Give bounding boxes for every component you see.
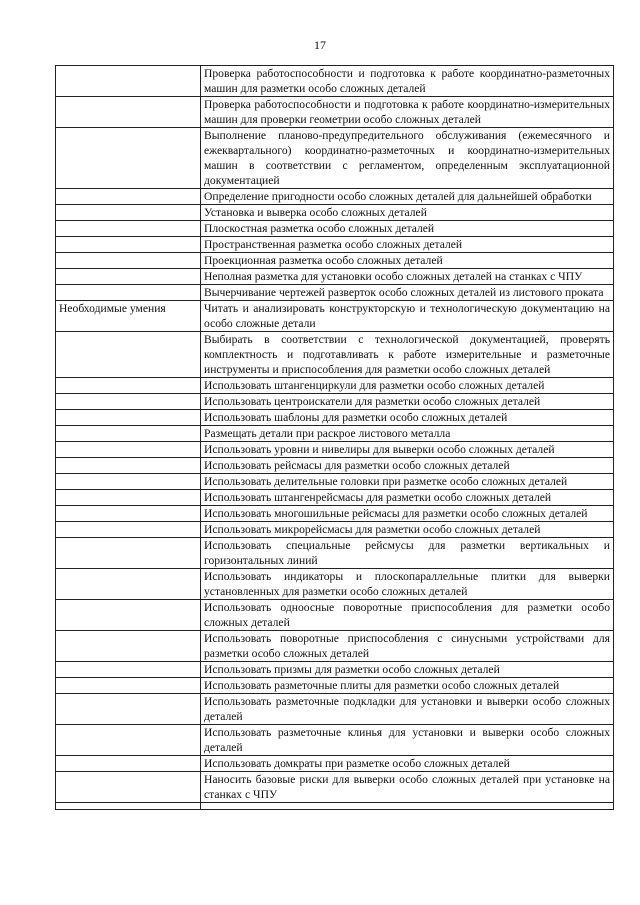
table-row bbox=[56, 506, 614, 522]
table-row bbox=[56, 600, 614, 631]
table-row bbox=[56, 205, 614, 221]
row-text-cell: Использовать центроискатели для разметки особо сложных деталей bbox=[201, 394, 614, 410]
row-label-cell bbox=[56, 66, 201, 97]
page-number: 17 bbox=[314, 38, 326, 52]
table-row bbox=[56, 662, 614, 678]
row-text-cell: Использовать уровни и нивелиры для выверки особо сложных деталей bbox=[201, 442, 614, 458]
table-row bbox=[56, 378, 614, 394]
table-row bbox=[56, 538, 614, 569]
row-label-cell bbox=[56, 189, 201, 205]
row-text-cell: Использовать специальные рейсмусы для разметки вертикальных и горизонтальных линий bbox=[201, 538, 614, 569]
table-row bbox=[56, 394, 614, 410]
row-label-cell bbox=[56, 694, 201, 725]
row-text-cell: Использовать домкраты при разметке особо сложных деталей bbox=[201, 756, 614, 772]
row-label-cell bbox=[56, 269, 201, 285]
row-text-cell: Неполная разметка для установки особо сложных деталей на станках с ЧПУ bbox=[201, 269, 614, 285]
row-label-cell bbox=[56, 725, 201, 756]
row-text-cell bbox=[201, 803, 614, 810]
row-label-cell bbox=[56, 410, 201, 426]
table-row bbox=[56, 631, 614, 662]
row-label-cell bbox=[56, 128, 201, 189]
row-text-cell: Использовать микрорейсмасы для разметки особо сложных деталей bbox=[201, 522, 614, 538]
row-label-cell bbox=[56, 205, 201, 221]
row-label-cell bbox=[56, 426, 201, 442]
row-label-cell bbox=[56, 631, 201, 662]
row-text-cell: Вычерчивание чертежей разверток особо сложных деталей из листового проката bbox=[201, 285, 614, 301]
row-text-cell: Использовать штангенрейсмасы для разметки особо сложных деталей bbox=[201, 490, 614, 506]
table-row bbox=[56, 756, 614, 772]
table-row bbox=[56, 269, 614, 285]
table-row bbox=[56, 426, 614, 442]
row-label-cell bbox=[56, 600, 201, 631]
row-text-cell: Плоскостная разметка особо сложных деталей bbox=[201, 221, 614, 237]
row-text-cell: Использовать разметочные плиты для разметки особо сложных деталей bbox=[201, 678, 614, 694]
table-row bbox=[56, 442, 614, 458]
row-text-cell: Использовать многошильные рейсмасы для разметки особо сложных деталей bbox=[201, 506, 614, 522]
row-label-cell bbox=[56, 442, 201, 458]
table-row bbox=[56, 285, 614, 301]
row-label-cell bbox=[56, 662, 201, 678]
table-row bbox=[56, 490, 614, 506]
table-row bbox=[56, 694, 614, 725]
row-text-cell: Использовать индикаторы и плоскопараллельные плитки для выверки установленных для разметки особо сложных деталей bbox=[201, 569, 614, 600]
row-label-cell bbox=[56, 458, 201, 474]
table-row bbox=[56, 458, 614, 474]
row-text-cell: Выбирать в соответствии с технологической документацией, проверять комплектность и подготавливать к работе измерительные и разметочные инструменты и приспособления для разметки особо сложных деталей bbox=[201, 332, 614, 378]
row-text-cell: Выполнение планово-предупредительного обслуживания (ежемесячного и ежеквартального) координатно-разметочных и координатно-измерительных машин в соответствии с регламентом, определенным эксплуатационной документацией bbox=[201, 128, 614, 189]
row-text-cell: Использовать делительные головки при разметке особо сложных деталей bbox=[201, 474, 614, 490]
row-text-cell: Использовать поворотные приспособления с синусными устройствами для разметки особо сложных деталей bbox=[201, 631, 614, 662]
table-row bbox=[56, 97, 614, 128]
table-row bbox=[56, 569, 614, 600]
table-row bbox=[56, 410, 614, 426]
row-text-cell: Использовать призмы для разметки особо сложных деталей bbox=[201, 662, 614, 678]
table-row bbox=[56, 237, 614, 253]
row-label-cell bbox=[56, 237, 201, 253]
row-text-cell: Проверка работоспособности и подготовка к работе координатно-измерительных машин для проверки геометрии особо сложных деталей bbox=[201, 97, 614, 128]
row-label-cell bbox=[56, 522, 201, 538]
row-label-cell bbox=[56, 506, 201, 522]
row-label-cell bbox=[56, 221, 201, 237]
row-label-cell bbox=[56, 803, 201, 810]
row-text-cell: Использовать разметочные клинья для установки и выверки особо сложных деталей bbox=[201, 725, 614, 756]
table-row bbox=[56, 772, 614, 803]
row-text-cell: Использовать штангенциркули для разметки особо сложных деталей bbox=[201, 378, 614, 394]
row-label-cell bbox=[56, 285, 201, 301]
row-text-cell: Использовать шаблоны для разметки особо сложных деталей bbox=[201, 410, 614, 426]
row-label-cell bbox=[56, 253, 201, 269]
row-label-cell bbox=[56, 332, 201, 378]
table-row bbox=[56, 221, 614, 237]
row-label-cell bbox=[56, 772, 201, 803]
row-label-cell bbox=[56, 490, 201, 506]
table-row bbox=[56, 66, 614, 97]
table-row bbox=[56, 189, 614, 205]
row-text-cell: Использовать одноосные поворотные приспособления для разметки особо сложных деталей bbox=[201, 600, 614, 631]
table-row bbox=[56, 522, 614, 538]
table-row bbox=[56, 128, 614, 189]
row-label-cell bbox=[56, 394, 201, 410]
table-row bbox=[56, 253, 614, 269]
row-label-cell bbox=[56, 756, 201, 772]
row-text-cell: Проверка работоспособности и подготовка к работе координатно-разметочных машин для разметки особо сложных деталей bbox=[201, 66, 614, 97]
table-row bbox=[56, 474, 614, 490]
row-text-cell: Установка и выверка особо сложных деталей bbox=[201, 205, 614, 221]
row-label-cell bbox=[56, 378, 201, 394]
row-label-cell bbox=[56, 97, 201, 128]
row-label-cell bbox=[56, 678, 201, 694]
row-label-cell: Необходимые умения bbox=[56, 301, 201, 332]
row-text-cell: Проекционная разметка особо сложных деталей bbox=[201, 253, 614, 269]
row-label-cell bbox=[56, 569, 201, 600]
table-row bbox=[56, 725, 614, 756]
table-row bbox=[56, 803, 614, 810]
row-text-cell: Размещать детали при раскрое листового металла bbox=[201, 426, 614, 442]
row-label-cell bbox=[56, 474, 201, 490]
row-text-cell: Определение пригодности особо сложных деталей для дальнейшей обработки bbox=[201, 189, 614, 205]
table-row bbox=[56, 301, 614, 332]
row-text-cell: Использовать рейсмасы для разметки особо сложных деталей bbox=[201, 458, 614, 474]
row-text-cell: Наносить базовые риски для выверки особо сложных деталей при установке на станках с ЧПУ bbox=[201, 772, 614, 803]
table-row bbox=[56, 332, 614, 378]
competency-table bbox=[55, 65, 614, 810]
row-text-cell: Читать и анализировать конструкторскую и технологическую документацию на особо сложные детали bbox=[201, 301, 614, 332]
row-text-cell: Использовать разметочные подкладки для установки и выверки особо сложных деталей bbox=[201, 694, 614, 725]
table-row bbox=[56, 678, 614, 694]
row-label-cell bbox=[56, 538, 201, 569]
row-text-cell: Пространственная разметка особо сложных деталей bbox=[201, 237, 614, 253]
